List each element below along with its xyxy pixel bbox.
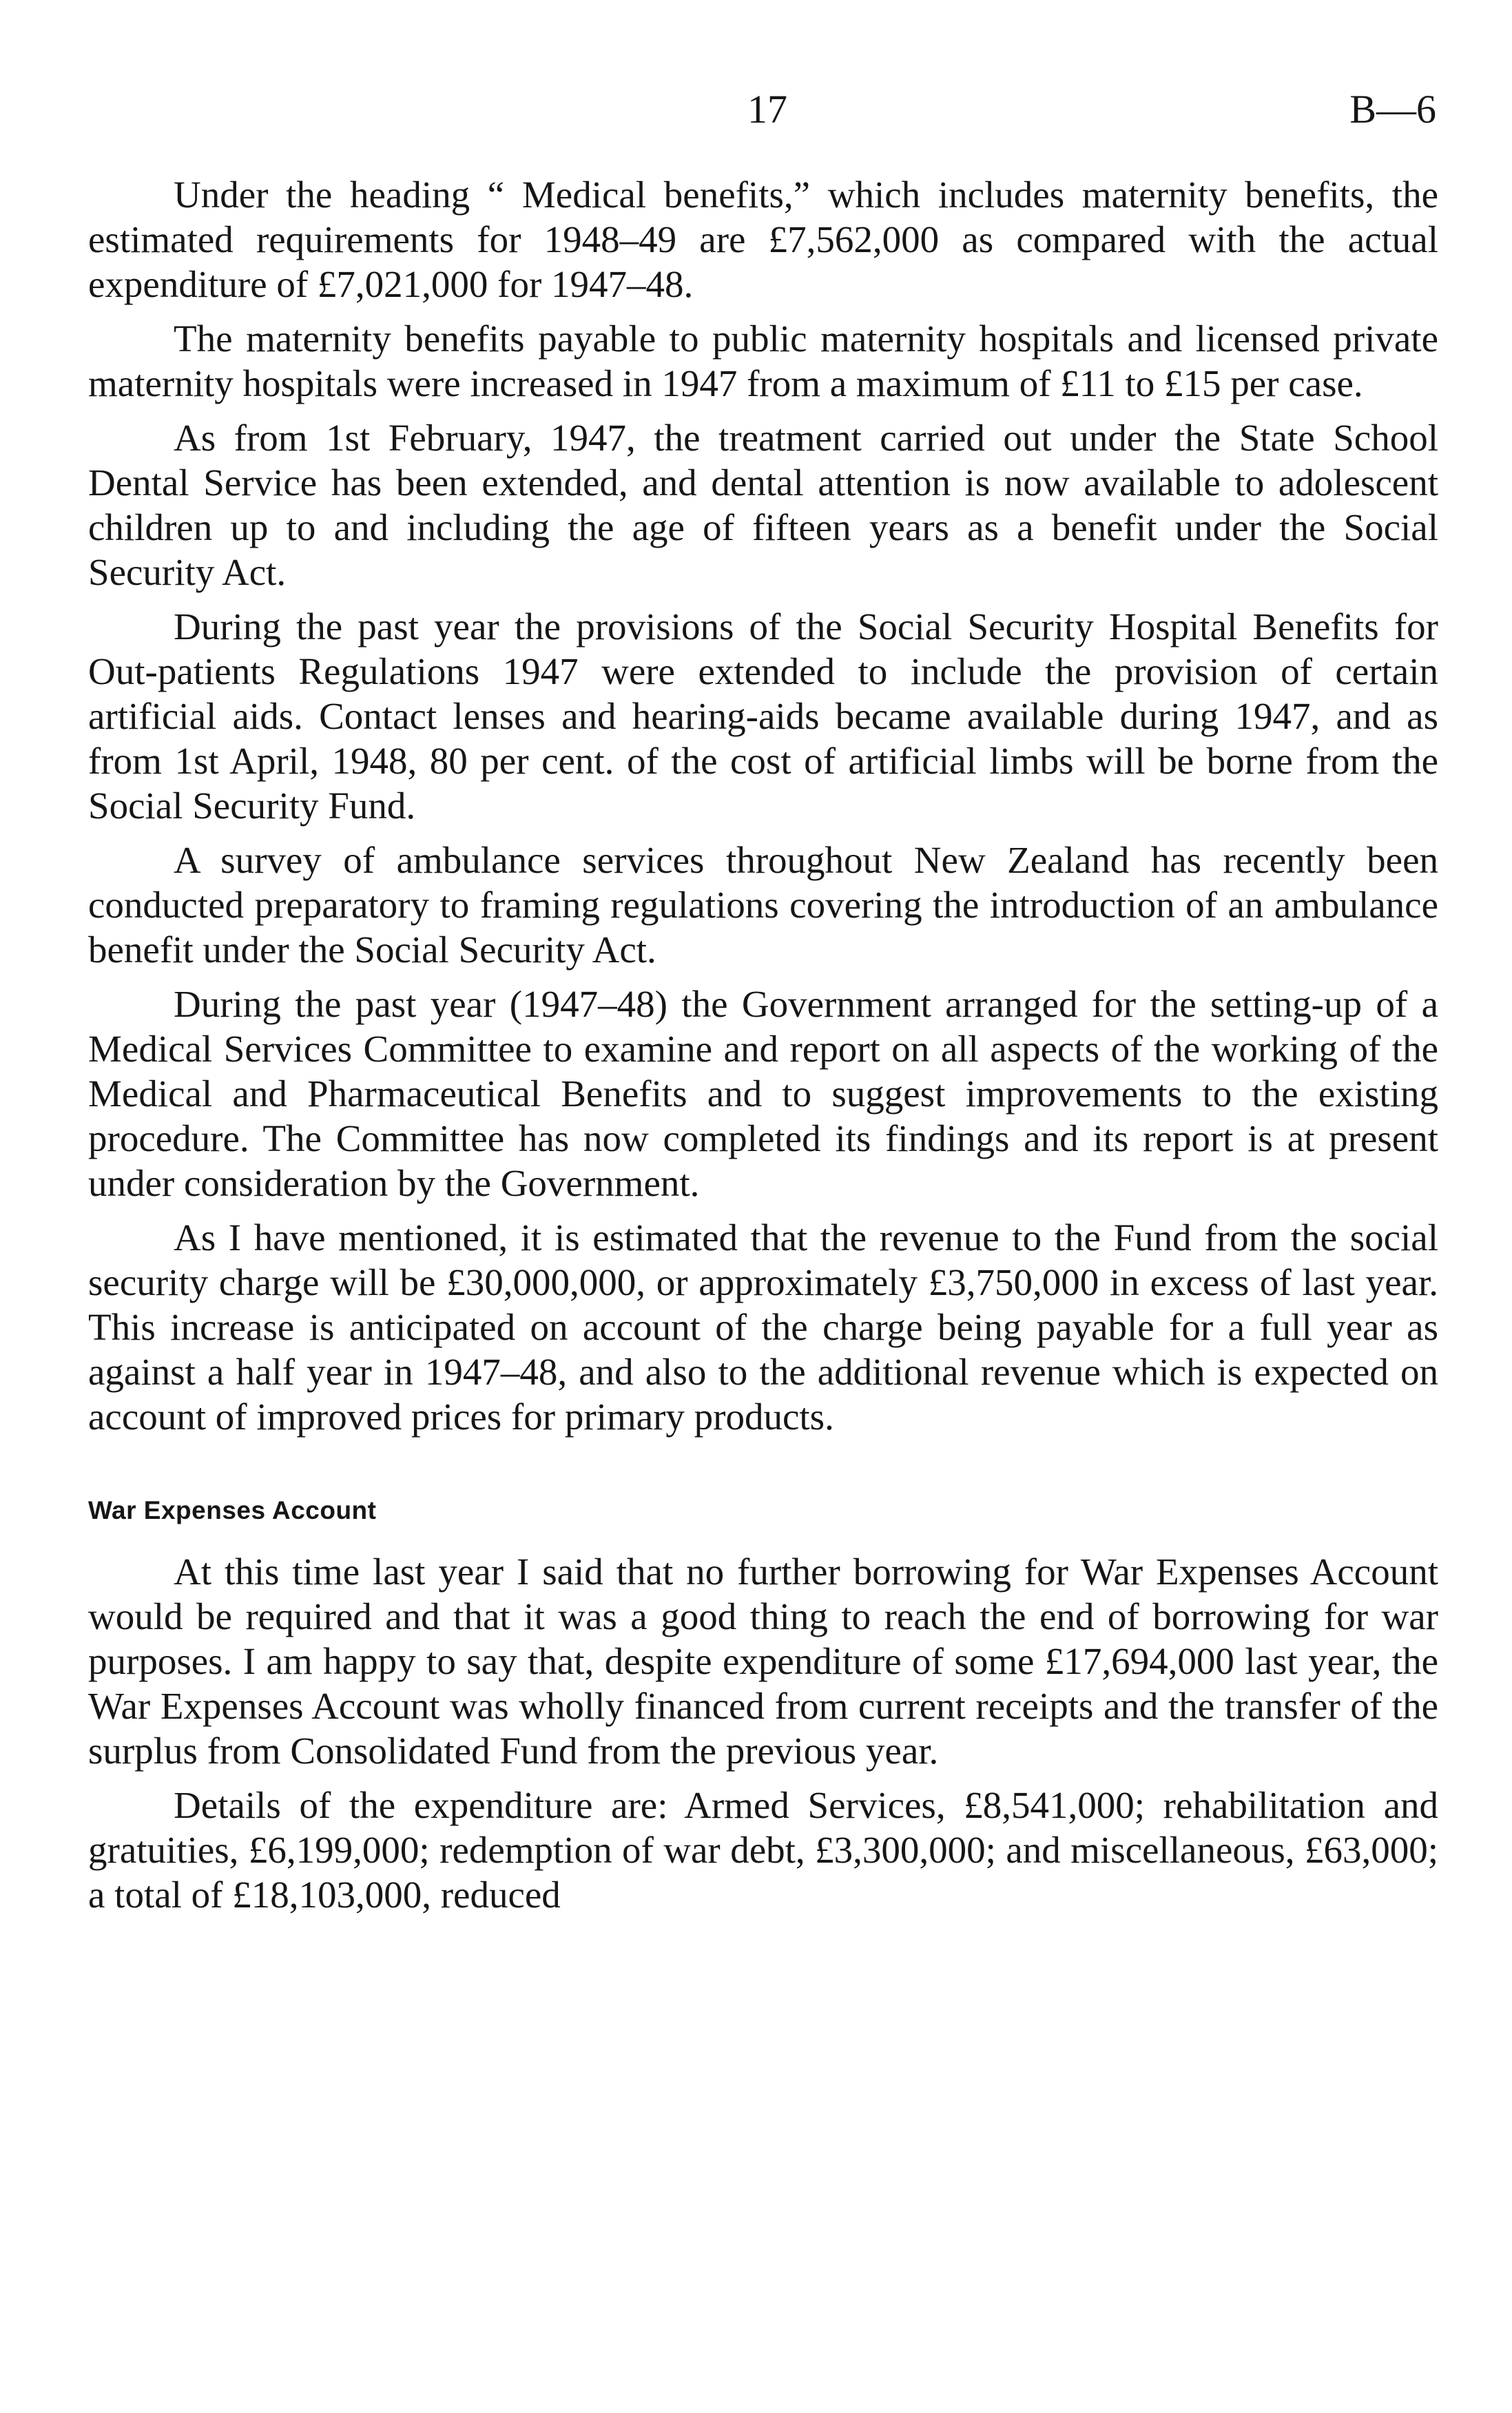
paragraph: The maternity benefits payable to public maternity hospitals and licensed private maternity hospitals were increased in 1947 from a maximum of £11 to £15 per case. [88,318,1438,404]
paragraph: Under the heading “ Medical benefits,” which includes maternity benefits, the estimated requirements for 1948–49 are £7,562,000 as compared with the actual expenditure of £7,021,000 for 1947–48. [88,174,1438,305]
paragraph: Details of the expenditure are: Armed Services, £8,541,000; rehabilitation and gratuities, £6,199,000; redemption of war debt, £3,300,000; and miscellaneous, £63,000; a total of £18,103,000, reduced [88,1784,1438,1916]
section-war-expenses-account [88,1495,1438,1917]
section-medical-benefits [88,172,1438,1439]
paragraph: At this time last year I said that no further borrowing for War Expenses Account would be required and that it was a good thing to reach the end of borrowing for war purposes. I am happy to say that, despite expenditure of some £17,694,000 last year, the War Expenses Account was wholly financed from current receipts and the transfer of the surplus from Consolidated Fund from the previous year. [88,1551,1438,1772]
paragraph: A survey of ambulance services throughout New Zealand has recently been conducted preparatory to framing regulations covering the introduction of an ambulance benefit under the Social Security Act. [88,839,1438,971]
body-text [88,172,1438,1927]
section-heading: War Expenses Account [88,1496,377,1524]
page-number: 17 [747,87,787,132]
paragraph: As I have mentioned, it is estimated that the revenue to the Fund from the social security charge will be £30,000,000, or approximately £3,750,000 in excess of last year. This increase is anticipated on account of the charge being payable for a full year as against a half year in 1947–48, and also to the additional revenue which is expected on account of improved prices for primary products. [88,1216,1438,1438]
paragraph: As from 1st February, 1947, the treatment carried out under the State School Dental Service has been extended, and dental attention is now available to adolescent children up to and including the age of fifteen years as a benefit under the Social Security Act. [88,417,1438,593]
paragraph: During the past year (1947–48) the Government arranged for the setting-up of a Medical Services Committee to examine and report on all aspects of the working of the Medical and Pharmaceutical Benefits and to suggest improvements to the existing procedure. The Committee has now completed its findings and its report is at present under consideration by the Government. [88,983,1438,1204]
document-reference: B—6 [1349,87,1436,132]
paragraph: During the past year the provisions of the Social Security Hospital Benefits for Out-patients Regulations 1947 were extended to include the provision of certain artificial aids. Contact lenses and hearing-aids became available during 1947, and as from 1st April, 1948, 80 per cent. of the cost of artificial limbs will be borne from the Social Security Fund. [88,605,1438,827]
